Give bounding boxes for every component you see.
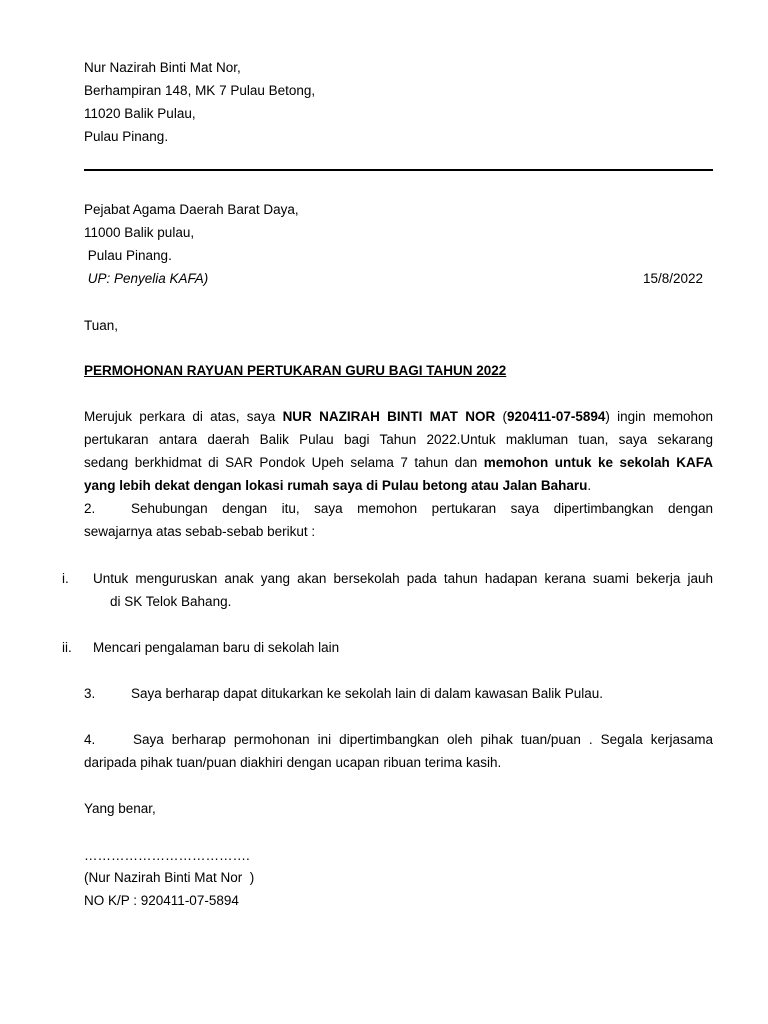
para1-text: ) ingin memohon — [605, 409, 713, 424]
para4-line-2: daripada pihak tuan/puan diakhiri dengan ucapan ribuan terima kasih. — [84, 755, 502, 770]
para3-text: Saya berharap dapat ditukarkan ke sekolah lain di dalam kawasan Balik Pulau. — [131, 686, 604, 701]
para2-line-1: Sehubungan dengan itu, saya memohon pertukaran saya dipertimbangkan dengan — [131, 501, 713, 516]
attention-date-row — [84, 271, 703, 287]
attention-line: UP: Penyelia KAFA) — [84, 271, 209, 286]
para1-line-2: pertukaran antara daerah Balik Pulau bagi Tahun 2022.Untuk makluman tuan, saya sekarang — [84, 432, 713, 447]
para2-line-2: sewajarnya atas sebab-sebab berikut : — [84, 524, 316, 539]
para1-line-1 — [84, 409, 713, 425]
para1-text: Merujuk perkara di atas, saya — [84, 409, 283, 424]
letter-subject: PERMOHONAN RAYUAN PERTUKARAN GURU BAGI TAHUN 2022 — [84, 363, 507, 378]
applicant-ic: 920411-07-5894 — [507, 409, 606, 424]
header-divider — [84, 169, 713, 171]
para4-line-1: Saya berharap permohonan ini dipertimbangkan oleh pihak tuan/puan . Segala kerjasama — [133, 732, 713, 747]
reason-1-line-1: Untuk menguruskan anak yang akan bersekolah pada tahun hadapan kerana suami bekerja jauh — [93, 571, 713, 586]
signature-name: (Nur Nazirah Binti Mat Nor ) — [84, 870, 255, 885]
letter-date: 15/8/2022 — [642, 271, 703, 286]
salutation: Tuan, — [84, 318, 119, 333]
applicant-name: NUR NAZIRAH BINTI MAT NOR — [282, 409, 496, 424]
reason-marker: ii. — [62, 640, 72, 655]
sender-address-line-2: 11020 Balik Pulau, — [84, 106, 196, 121]
para1-emphasis: yang lebih dekat dengan lokasi rumah saya di Pulau betong atau Jalan Baharu — [84, 478, 588, 493]
para4-number: 4. — [84, 732, 96, 747]
sender-address-line-1: Berhampiran 148, MK 7 Pulau Betong, — [84, 83, 316, 98]
para1-text: sedang berkhidmat di SAR Pondok Upeh selama 7 tahun dan — [84, 455, 484, 470]
reason-2-line-1: Mencari pengalaman baru di sekolah lain — [93, 640, 340, 655]
para1-text: ( — [495, 409, 508, 424]
recipient-office: Pejabat Agama Daerah Barat Daya, — [84, 202, 299, 217]
signature-line: ………………………………. — [84, 848, 250, 863]
reason-marker: i. — [62, 571, 69, 586]
para1-emphasis: memohon untuk ke sekolah KAFA — [483, 455, 713, 470]
para3-number: 3. — [84, 686, 96, 701]
para1-line-4 — [84, 478, 591, 494]
recipient-address-line-1: 11000 Balik pulau, — [84, 225, 195, 240]
para1-text: . — [587, 478, 592, 493]
sender-name: Nur Nazirah Binti Mat Nor, — [84, 60, 241, 75]
closing: Yang benar, — [84, 801, 156, 816]
signature-ic: NO K/P : 920411-07-5894 — [84, 893, 239, 908]
recipient-address-line-2: Pulau Pinang. — [84, 248, 172, 263]
para1-line-3 — [84, 455, 713, 471]
reason-1-line-2: di SK Telok Bahang. — [110, 594, 232, 609]
sender-address-line-3: Pulau Pinang. — [84, 129, 169, 144]
para2-number: 2. — [84, 501, 96, 516]
